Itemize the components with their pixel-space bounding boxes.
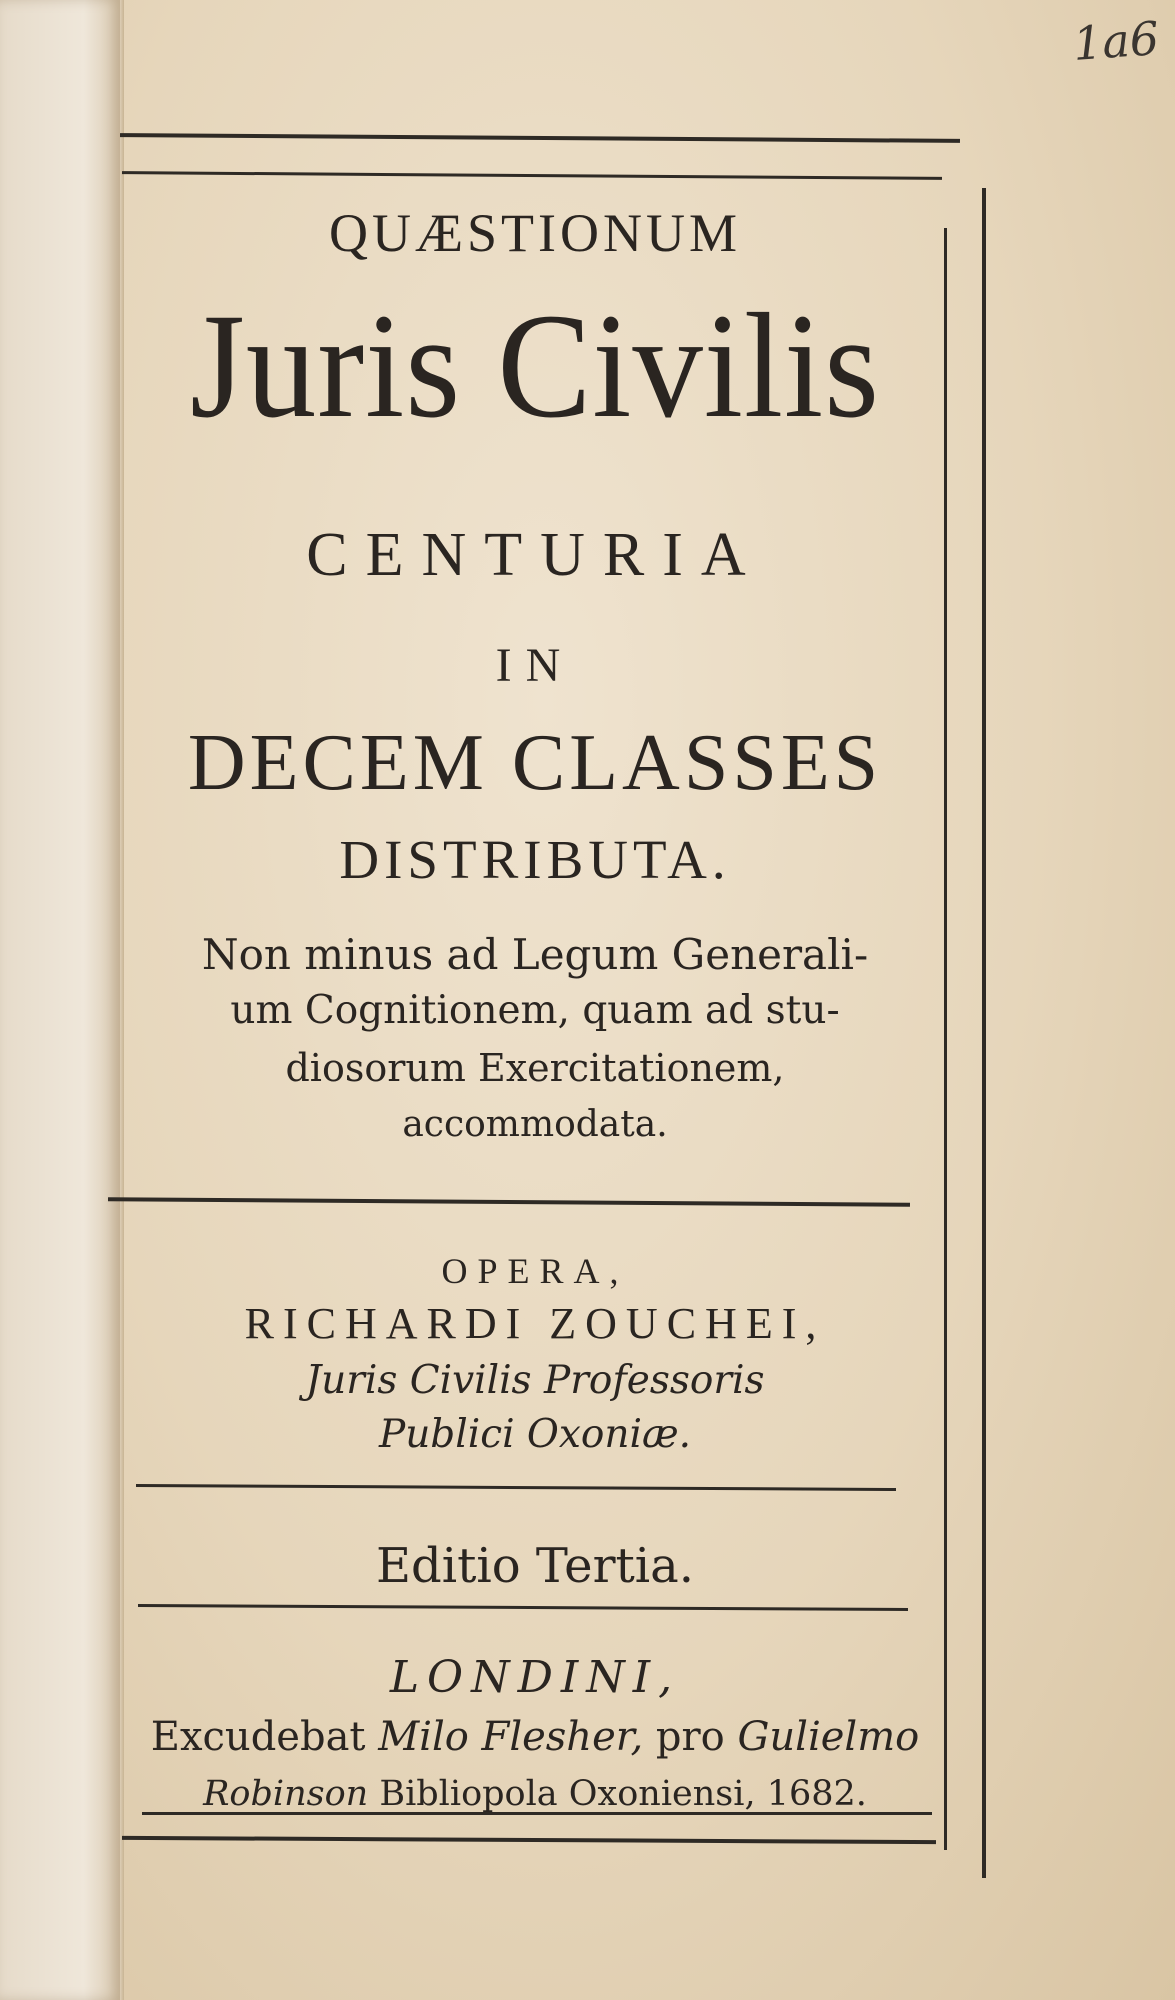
author-name: RICHARDI ZOUCHEI, xyxy=(244,1299,826,1348)
border-right-outer xyxy=(982,188,986,1878)
imprint-publisher-first: Gulielmo xyxy=(737,1714,920,1760)
author-opera: OPERA, xyxy=(441,1251,629,1291)
title-line-centuria: CENTURIA xyxy=(306,521,764,589)
author-title-line-2: Publici Oxoniæ. xyxy=(378,1412,692,1457)
author-title-line-1: Juris Civilis Professoris xyxy=(305,1358,765,1403)
title-line-decem-classes: DECEM CLASSES xyxy=(187,719,883,807)
imprint-printer-prefix: Excudebat xyxy=(150,1714,366,1760)
imprint-printer: Milo Flesher, xyxy=(378,1714,644,1760)
subtitle-line-1: Non minus ad Legum Generali- xyxy=(201,930,869,979)
imprint-printer-line xyxy=(135,1714,935,1760)
pencil-shelfmark: 1a6 xyxy=(1071,11,1161,71)
imprint-bookseller: Bibliopola Oxoniensi, xyxy=(379,1774,756,1814)
subtitle-line-4: accommodata. xyxy=(402,1104,668,1145)
imprint-publisher-line xyxy=(135,1774,935,1814)
imprint-year: 1682. xyxy=(766,1774,867,1814)
subtitle-line-3: diosorum Exercitationem, xyxy=(285,1046,785,1090)
title-line-in: IN xyxy=(495,639,575,692)
subtitle-line-2: um Cognitionem, quam ad stu- xyxy=(230,988,840,1033)
imprint-city: LONDINI, xyxy=(389,1652,681,1703)
title-line-distributa: DISTRIBUTA. xyxy=(339,829,731,890)
imprint-pro: pro xyxy=(655,1714,725,1760)
title-line-juris-civilis: Juris Civilis xyxy=(190,283,880,449)
previous-page-edge xyxy=(0,0,120,2000)
title-line-questionum: QUÆSTIONUM xyxy=(328,203,741,263)
imprint-publisher-last: Robinson xyxy=(203,1774,369,1814)
edition-statement: Editio Tertia. xyxy=(375,1538,695,1594)
border-right-inner xyxy=(944,228,947,1850)
